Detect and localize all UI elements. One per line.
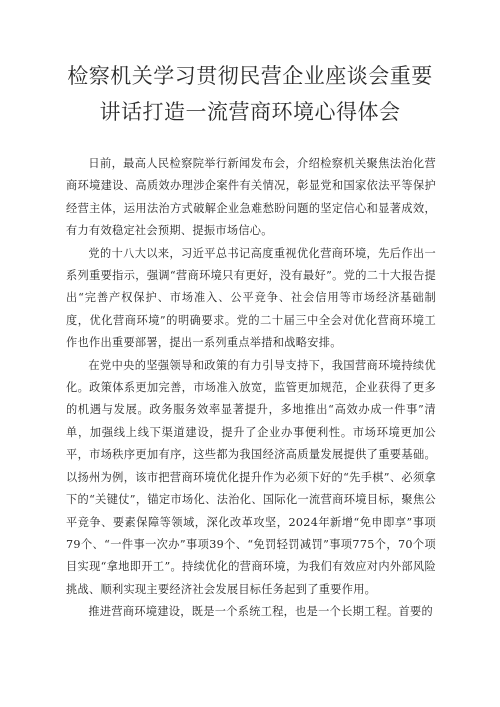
paragraph-2: 党的十八大以来，习近平总书记高度重视优化营商环境，先后作出一系列重要指示，强调“营商环境只有更好，没有最好”。党的二十大报告提出“完善产权保护、市场准入、公平竞争、社会信用等市场经济基础制度，优化营商环境”的明确要求。党的二十届三中全会对优化营商环境工作也作出重要部署，提出一系列重点举措和战略安排。 [66, 246, 436, 350]
paragraph-4: 推进营商环境建设，既是一个系统工程，也是一个长期工程。首要的 [88, 605, 434, 619]
document-body [66, 153, 436, 624]
paragraph-1: 日前，最高人民检察院举行新闻发布会，介绍检察机关聚焦法治化营商环境建设、高质效办理涉企案件有关情况，彰显党和国家依法平等保护经营主体，运用法治方式破解企业急难愁盼问题的坚定信心和显著成效，有力有效稳定社会预期、提振市场信心。 [66, 157, 436, 238]
document-title: 检察机关学习贯彻民营企业座谈会重要讲话打造一流营商环境心得体会 [67, 64, 433, 124]
paragraph-3: 在党中央的坚强领导和政策的有力引导支持下，我国营商环境持续优化。政策体系更加完善，市场准入放宽，监管更加规范，企业获得了更多的机遇与发展。政务服务效率显著提升，多地推出“高效办成一件事”清单，加强线上线下渠道建设，提升了企业办事便利性。市场环境更加公平，市场秩序更加有序，这些都为我国经济高质量发展提供了重要基础。以扬州为例，该市把营商环境优化提升作为必须下好的“先手棋”、必须拿下的“关键仗”，锚定市场化、法治化、国际化一流营商环境目标，聚焦公平竞争、要素保障等领域，深化改革攻坚，2024年新增“免申即享”事项79个、“一件事一次办”事项39个、“免罚轻罚减罚”事项775个，70个项目实现“拿地即开工”。持续优化的营商环境，为我们有效应对内外部风险挑战、顺利实现主要经济社会发展目标任务起到了重要作用。 [66, 358, 436, 596]
